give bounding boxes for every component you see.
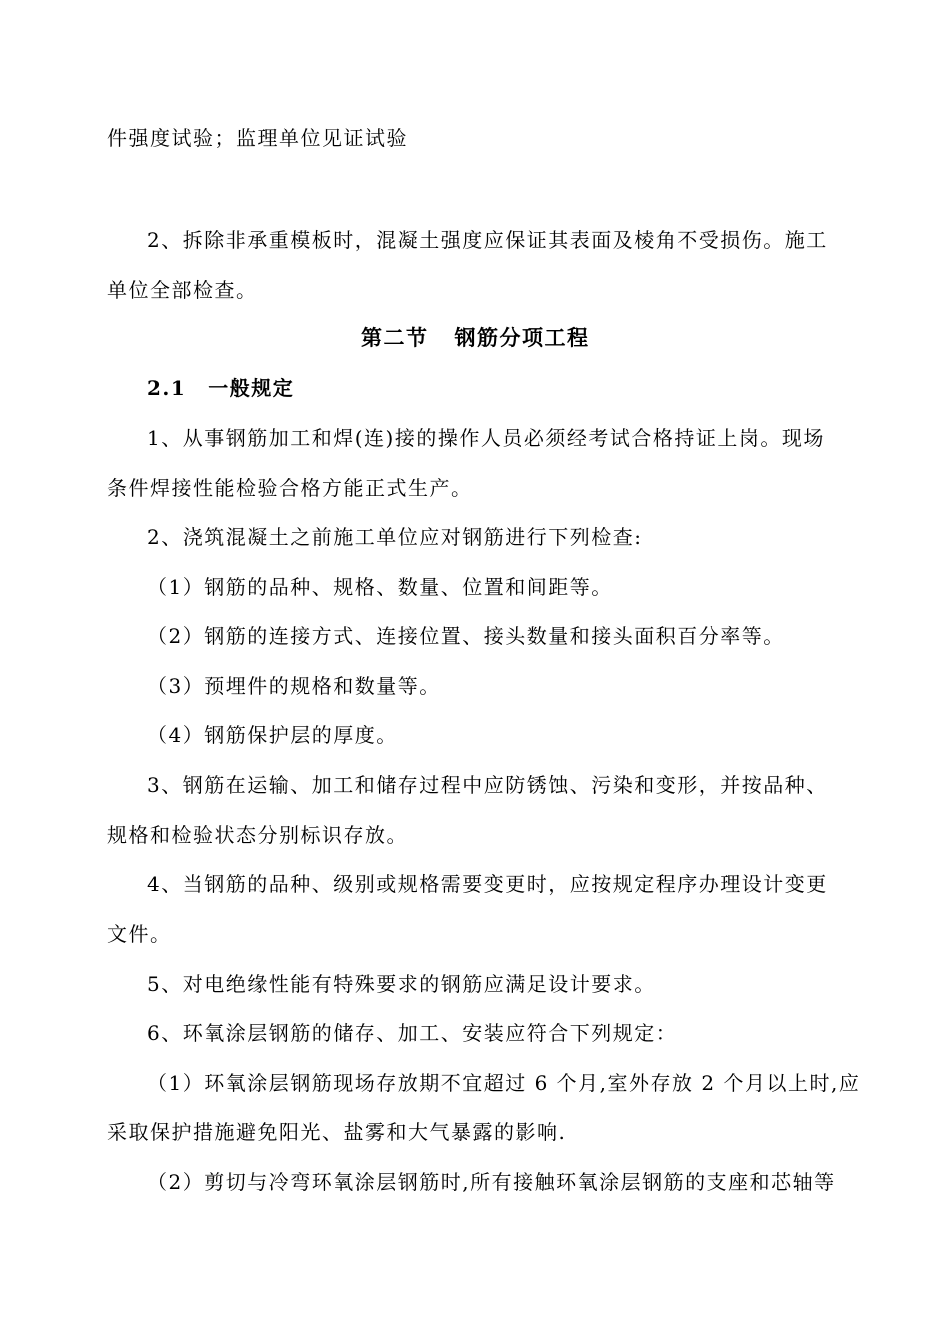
paragraph-line: 6、环氧涂层钢筋的储存、加工、安装应符合下列规定：	[147, 1021, 678, 1045]
list-item: （2）钢筋的连接方式、连接位置、接头数量和接头面积百分率等。	[147, 624, 785, 648]
paragraph-line: 4、当钢筋的品种、级别或规格需要变更时，应按规定程序办理设计变更	[147, 872, 828, 896]
section-number: 第二节	[361, 325, 429, 350]
list-item: （1）钢筋的品种、规格、数量、位置和间距等。	[147, 575, 613, 599]
list-item: （2）剪切与冷弯环氧涂层钢筋时,所有接触环氧涂层钢筋的支座和芯轴等	[147, 1170, 836, 1194]
section-title: 钢筋分项工程	[454, 325, 590, 350]
subsection-heading	[147, 374, 294, 402]
subsection-title: 一般规定	[208, 376, 295, 400]
paragraph-line: 单位全部检查。	[107, 278, 258, 302]
paragraph-line: 件强度试验；监理单位见证试验	[107, 126, 408, 150]
paragraph-line: 2、拆除非承重模板时，混凝土强度应保证其表面及棱角不受损伤。施工	[147, 228, 828, 252]
list-item: （3）预埋件的规格和数量等。	[147, 674, 441, 698]
paragraph-line: 2、浇筑混凝土之前施工单位应对钢筋进行下列检查:	[147, 525, 643, 549]
paragraph-line: 文件。	[107, 922, 172, 946]
paragraph-line: 3、钢筋在运输、加工和储存过程中应防锈蚀、污染和变形，并按品种、	[147, 773, 828, 797]
paragraph-line: 1、从事钢筋加工和焊(连)接的操作人员必须经考试合格持证上岗。现场	[147, 426, 825, 450]
paragraph-line: 条件焊接性能检验合格方能正式生产。	[107, 476, 473, 500]
paragraph-line: 5、对电绝缘性能有特殊要求的钢筋应满足设计要求。	[147, 972, 656, 996]
section-heading	[361, 324, 590, 352]
paragraph-line: 采取保护措施避免阳光、盐雾和大气暴露的影响.	[107, 1120, 567, 1144]
subsection-number: 2.1	[147, 376, 187, 400]
list-item: （4）钢筋保护层的厚度。	[147, 723, 398, 747]
list-item: （1）环氧涂层钢筋现场存放期不宜超过 6 个月,室外存放 2 个月以上时,应	[147, 1071, 861, 1095]
paragraph-line: 规格和检验状态分别标识存放。	[107, 823, 408, 847]
